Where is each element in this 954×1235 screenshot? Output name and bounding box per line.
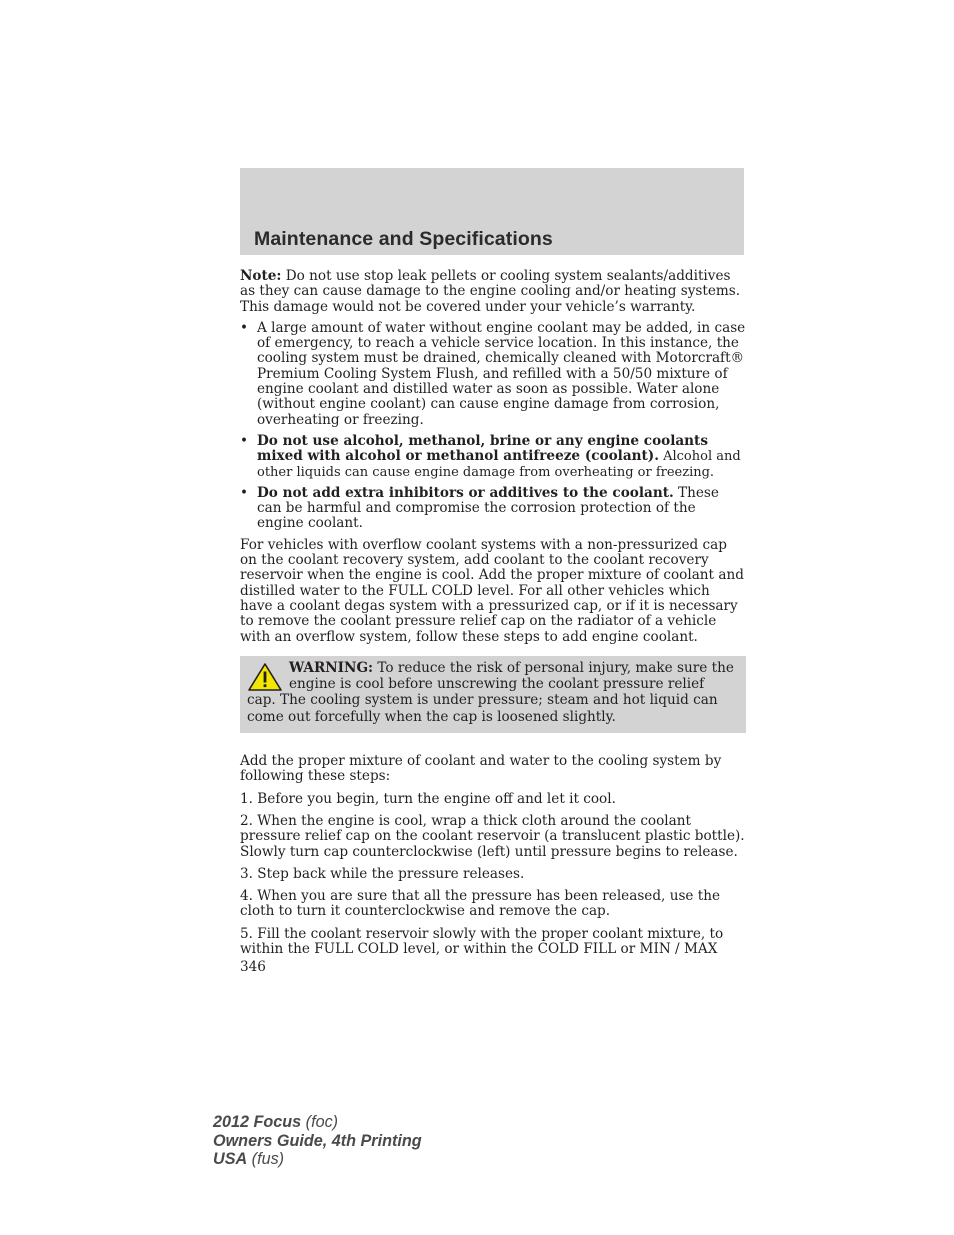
footer-model-code: (foc) [301,1113,339,1131]
list-item: 5. Fill the coolant reservoir slowly with the proper coolant mixture, to within the FULL COLD level, or within the COLD FILL or MIN / MAX [240,925,724,957]
footer-edition-info [213,1113,422,1169]
note-label: Note: [240,268,282,284]
page-number: 346 [240,959,266,976]
steps-intro: Add the proper mixture of coolant and water to the cooling system by following these steps: [240,753,722,785]
bullet-text: Alcohol and other liquids can cause engine damage from overheating or freezing. [257,449,741,480]
bullet-text: These can be harmful and compromise the corrosion protection of the engine coolant. [257,484,719,532]
list-item: 4. When you are sure that all the pressure has been released, use the cloth to turn it counterclockwise and remove the cap. [240,888,721,920]
footer-guide: Owners Guide, 4th Printing [213,1131,422,1150]
list-item [240,321,746,428]
warning-label: WARNING: [289,659,374,676]
note-paragraph [240,269,746,315]
bullet-marker: • [240,484,249,501]
warning-box [240,656,746,733]
bullet-marker: • [240,319,249,336]
warning-text: To reduce the risk of personal injury, make sure the engine is cool before unscrewing the coolant pressure relief cap. The cooling system is under pressure; steam and hot liquid can come out forcefully when the cap is loosened slightly. [247,659,734,725]
footer-line-market [213,1150,422,1169]
footer-line-guide [213,1132,422,1151]
footer-market: USA [213,1150,248,1169]
footer-market-code: (fus) [247,1150,285,1169]
list-item: 1. Before you begin, turn the engine off and let it cool. [240,790,616,807]
note-text: Do not use stop leak pellets or cooling system sealants/additives as they can cause damage to the engine cooling and/or heating systems. This damage would not be covered under your vehicle’s warranty. [240,268,741,315]
page-content [240,269,746,976]
footer-line-model [213,1113,422,1132]
steps-list [240,754,746,957]
bullet-text: A large amount of water without engine coolant may be added, in case of emergency, to reach a vehicle service location. In this instance, the cooling system must be drained, chemically cleaned with Motorcraft® Premium Cooling System Flush, and refilled with a 50/50 mixture of engine coolant and distilled water as soon as possible. Water alone (without engine coolant) can cause engine damage from corrosion, overheating or freezing. [257,319,746,428]
bullet-marker: • [240,432,249,449]
list-item: 2. When the engine is cool, wrap a thick cloth around the coolant pressure relief cap on the coolant reservoir (a translucent plastic bottle). Slowly turn cap counterclockwise (left) until pressure begins to release. [240,812,745,860]
overflow-paragraph: For vehicles with overflow coolant systems with a non-pressurized cap on the coolant recovery system, add coolant to the coolant recovery reservoir when the engine is cool. Add the proper mixture of coolant and distilled water to the FULL COLD level. For all other vehicles which have a coolant degas system with a pressurized cap, or if it is necessary to remove the coolant pressure relief cap on the radiator of a vehicle with an overflow system, follow these steps to add engine coolant. [240,536,744,645]
footer-model: 2012 Focus [213,1113,302,1131]
bullet-bold: Do not add extra inhibitors or additives to the coolant. [257,484,674,501]
warning-triangle-icon [247,662,283,692]
section-title: Maintenance and Specifications [254,228,553,250]
bullet-list [240,321,746,532]
bullet-bold: Do not use alcohol, methanol, brine or any engine coolants mixed with alcohol or methanol antifreeze (coolant). [257,432,708,465]
list-item [240,434,746,480]
list-item [240,486,746,532]
list-item: 3. Step back while the pressure releases. [240,865,525,882]
